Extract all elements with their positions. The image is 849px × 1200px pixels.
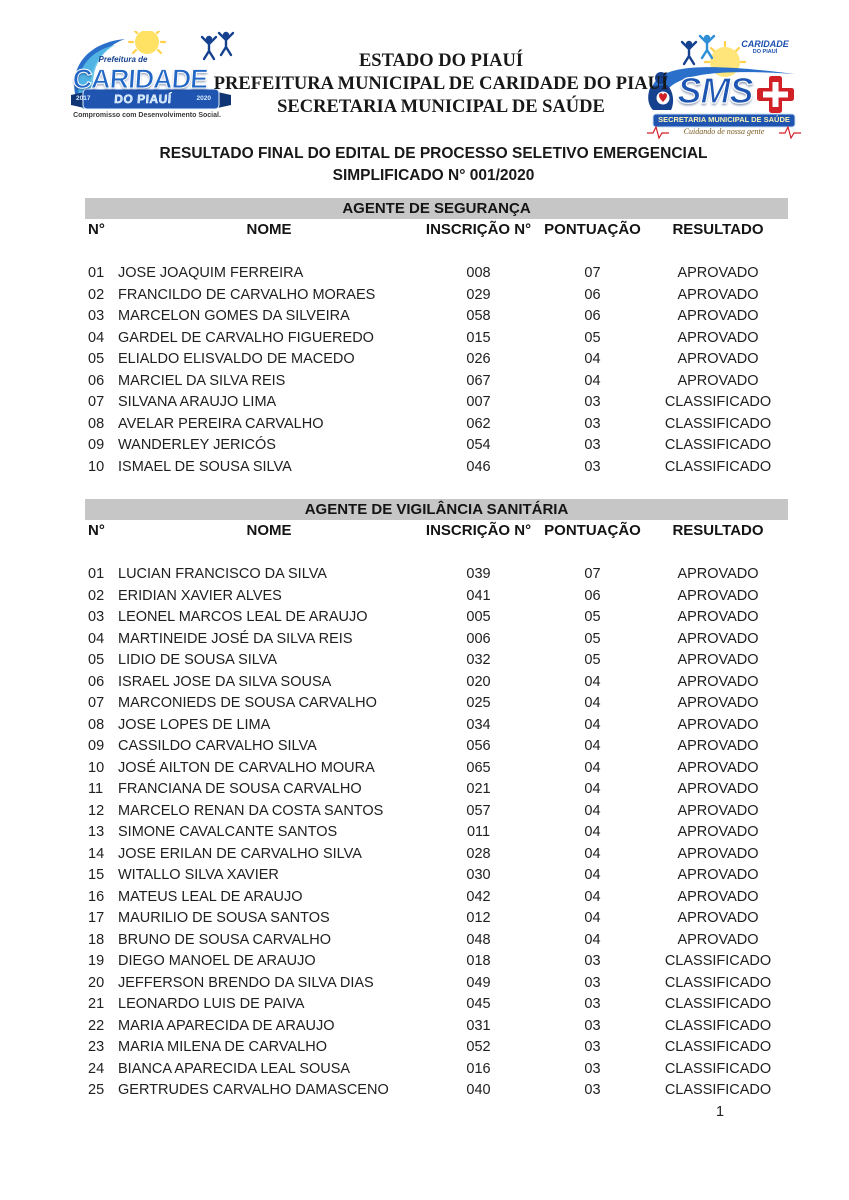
cell-inscricao: 058 — [466, 308, 491, 324]
cell-resultado: APROVADO — [677, 759, 759, 776]
cell-pontuacao: 03 — [584, 415, 601, 432]
cell-number: 08 — [88, 716, 105, 733]
column-header: PONTUAÇÃO — [544, 221, 641, 238]
cell-resultado: CLASSIFICADO — [664, 953, 772, 969]
cell-resultado: APROVADO — [677, 265, 759, 281]
cell-number: 17 — [88, 910, 105, 926]
table-row — [85, 349, 788, 371]
cell-name: JOSE LOPES DE LIMA — [118, 716, 271, 733]
cell-number: 23 — [88, 1039, 105, 1055]
left-logo-year-start: 2017 — [76, 95, 91, 102]
table-row — [85, 414, 788, 436]
cell-pontuacao: 04 — [584, 673, 601, 690]
cell-number: 18 — [88, 931, 105, 948]
right-logo-acronym: SMS — [677, 70, 753, 111]
cell-number: 16 — [88, 888, 105, 905]
table-row — [85, 973, 788, 995]
cell-inscricao: 021 — [466, 781, 491, 797]
cell-name: LIDIO DE SOUSA SILVA — [118, 652, 278, 668]
cell-pontuacao: 06 — [584, 308, 601, 324]
table-row — [85, 457, 788, 479]
cell-inscricao: 032 — [466, 652, 491, 668]
cell-name: MARCELON GOMES DA SILVEIRA — [118, 308, 350, 324]
document-title — [18, 143, 849, 187]
cell-name: LUCIAN FRANCISCO DA SILVA — [118, 566, 327, 582]
table-row — [85, 285, 788, 307]
letterhead-title — [33, 50, 849, 119]
cell-inscricao: 065 — [466, 759, 491, 776]
table-row — [85, 736, 788, 758]
cell-number: 06 — [88, 372, 105, 389]
right-logo-tagline: Cuidando de nossa gente — [683, 127, 765, 136]
cell-name: ERIDIAN XAVIER ALVES — [118, 587, 282, 604]
cell-resultado: APROVADO — [677, 695, 759, 711]
cell-pontuacao: 03 — [584, 394, 601, 410]
column-header: INSCRIÇÃO N° — [425, 221, 532, 238]
cell-pontuacao: 05 — [584, 609, 601, 625]
column-header: RESULTADO — [672, 522, 764, 539]
cell-resultado: APROVADO — [677, 673, 759, 690]
section-title-bar: AGENTE DE SEGURANÇA — [85, 198, 788, 219]
cell-inscricao: 034 — [466, 716, 491, 733]
cell-resultado: APROVADO — [677, 824, 759, 840]
cell-inscricao: 005 — [466, 609, 491, 625]
table-body — [85, 564, 788, 1102]
cell-number: 19 — [88, 953, 105, 969]
cell-name: JOSÉ AILTON DE CARVALHO MOURA — [118, 759, 375, 776]
cell-pontuacao: 04 — [584, 351, 601, 367]
cell-pontuacao: 03 — [584, 1082, 601, 1098]
cell-inscricao: 042 — [466, 888, 491, 905]
cell-number: 25 — [88, 1082, 105, 1098]
cell-number: 02 — [88, 286, 105, 303]
cell-pontuacao: 04 — [584, 802, 601, 819]
table-row — [85, 822, 788, 844]
cell-resultado: APROVADO — [677, 716, 759, 733]
cell-name: JOSE ERILAN DE CARVALHO SILVA — [118, 845, 362, 862]
cell-resultado: CLASSIFICADO — [664, 394, 772, 410]
cell-inscricao: 020 — [466, 673, 491, 690]
cell-resultado: APROVADO — [677, 652, 759, 668]
cell-inscricao: 062 — [466, 415, 491, 432]
cell-inscricao: 025 — [466, 695, 491, 711]
cell-pontuacao: 03 — [584, 1017, 601, 1034]
org-line-municipality: PREFEITURA MUNICIPAL DE CARIDADE DO PIAUÍ — [213, 74, 669, 94]
cell-pontuacao: 04 — [584, 931, 601, 948]
cell-number: 01 — [88, 566, 105, 582]
cell-number: 02 — [88, 587, 105, 604]
table-row — [85, 887, 788, 909]
cell-number: 03 — [88, 308, 105, 324]
cell-pontuacao: 05 — [584, 329, 601, 346]
cell-pontuacao: 03 — [584, 974, 601, 991]
cell-pontuacao: 04 — [584, 372, 601, 389]
left-logo-name: CARIDADE — [71, 64, 209, 94]
cell-resultado: APROVADO — [677, 587, 759, 604]
cell-resultado: APROVADO — [677, 781, 759, 797]
cell-resultado: CLASSIFICADO — [664, 1017, 772, 1034]
cell-pontuacao: 04 — [584, 695, 601, 711]
cell-resultado: APROVADO — [677, 372, 759, 389]
column-header: N° — [88, 522, 105, 539]
cell-inscricao: 026 — [466, 351, 491, 367]
cell-pontuacao: 04 — [584, 867, 601, 883]
cell-inscricao: 039 — [466, 566, 491, 582]
cell-inscricao: 008 — [466, 265, 491, 281]
table-row — [85, 758, 788, 780]
cell-inscricao: 028 — [466, 845, 491, 862]
cell-name: SILVANA ARAUJO LIMA — [118, 394, 277, 410]
document-title-line2: SIMPLIFICADO N° 001/2020 — [332, 167, 535, 184]
table-row — [85, 1037, 788, 1059]
column-header: PONTUAÇÃO — [544, 522, 641, 539]
cell-name: MARCIEL DA SILVA REIS — [118, 372, 286, 389]
cell-resultado: APROVADO — [677, 630, 759, 647]
column-header: N° — [88, 221, 105, 238]
cell-inscricao: 015 — [466, 329, 491, 346]
cell-name: ISMAEL DE SOUSA SILVA — [118, 458, 292, 475]
column-header: NOME — [246, 221, 292, 238]
table-row — [85, 263, 788, 285]
cell-resultado: APROVADO — [677, 351, 759, 367]
table-row — [85, 672, 788, 694]
table-row — [85, 328, 788, 350]
cell-inscricao: 031 — [466, 1017, 491, 1034]
cell-pontuacao: 03 — [584, 1060, 601, 1077]
cell-number: 03 — [88, 609, 105, 625]
cell-number: 04 — [88, 630, 105, 647]
cell-number: 09 — [88, 437, 105, 453]
cell-number: 06 — [88, 673, 105, 690]
cell-name: MARTINEIDE JOSÉ DA SILVA REIS — [118, 630, 353, 647]
cell-resultado: CLASSIFICADO — [664, 974, 772, 991]
cell-resultado: APROVADO — [677, 931, 759, 948]
cell-inscricao: 016 — [466, 1060, 491, 1077]
cell-inscricao: 018 — [466, 953, 491, 969]
cell-inscricao: 048 — [466, 931, 491, 948]
cell-pontuacao: 03 — [584, 996, 601, 1012]
cell-name: MATEUS LEAL DE ARAUJO — [118, 888, 303, 905]
cell-name: ISRAEL JOSE DA SILVA SOUSA — [118, 673, 332, 690]
cell-pontuacao: 04 — [584, 781, 601, 797]
left-logo-banner: DO PIAUÍ — [113, 92, 173, 106]
cell-name: BIANCA APARECIDA LEAL SOUSA — [118, 1060, 351, 1077]
cell-pontuacao: 04 — [584, 759, 601, 776]
cell-pontuacao: 05 — [584, 652, 601, 668]
cell-pontuacao: 03 — [584, 437, 601, 453]
table-row — [85, 930, 788, 952]
table-row — [85, 1080, 788, 1102]
section-title-bar: AGENTE DE VIGILÂNCIA SANITÁRIA — [85, 499, 788, 520]
left-logo-tagline: Compromisso com Desenvolvimento Social. — [73, 112, 221, 119]
cell-number: 05 — [88, 351, 105, 367]
cell-resultado: CLASSIFICADO — [664, 1039, 772, 1055]
cell-pontuacao: 04 — [584, 845, 601, 862]
table-header-row — [85, 520, 788, 542]
cell-inscricao: 067 — [466, 372, 491, 389]
cell-number: 09 — [88, 738, 105, 754]
cell-resultado: APROVADO — [677, 845, 759, 862]
cell-resultado: APROVADO — [677, 566, 759, 582]
table-body — [85, 263, 788, 478]
cell-number: 08 — [88, 415, 105, 432]
cell-name: WANDERLEY JERICÓS — [118, 437, 276, 453]
cell-resultado: APROVADO — [677, 609, 759, 625]
cell-inscricao: 040 — [466, 1082, 491, 1098]
org-line-state: ESTADO DO PIAUÍ — [358, 51, 524, 71]
cell-resultado: CLASSIFICADO — [664, 458, 772, 475]
result-section — [85, 499, 788, 1102]
cell-name: MARIA APARECIDA DE ARAUJO — [118, 1017, 335, 1034]
table-row — [85, 629, 788, 651]
cell-number: 21 — [88, 996, 105, 1012]
cell-inscricao: 056 — [466, 738, 491, 754]
cell-name: ELIALDO ELISVALDO DE MACEDO — [118, 351, 355, 367]
table-row — [85, 693, 788, 715]
table-row — [85, 801, 788, 823]
table-row — [85, 650, 788, 672]
cell-resultado: APROVADO — [677, 802, 759, 819]
cell-name: SIMONE CAVALCANTE SANTOS — [118, 824, 338, 840]
cell-name: WITALLO SILVA XAVIER — [118, 867, 279, 883]
cell-inscricao: 011 — [466, 824, 491, 840]
cell-name: JOSE JOAQUIM FERREIRA — [118, 265, 304, 281]
document-title-line1: RESULTADO FINAL DO EDITAL DE PROCESSO SELETIVO EMERGENCIAL — [159, 145, 708, 162]
org-line-secretariat: SECRETARIA MUNICIPAL DE SAÚDE — [277, 97, 605, 117]
cell-name: CASSILDO CARVALHO SILVA — [118, 738, 317, 754]
cell-pontuacao: 07 — [584, 566, 601, 582]
column-header: INSCRIÇÃO N° — [425, 522, 532, 539]
cell-name: MARCONIEDS DE SOUSA CARVALHO — [118, 695, 377, 711]
cell-number: 22 — [88, 1017, 105, 1034]
cell-pontuacao: 05 — [584, 630, 601, 647]
cell-number: 14 — [88, 845, 105, 862]
result-section — [85, 198, 788, 478]
cell-pontuacao: 03 — [584, 458, 601, 475]
table-row — [85, 1059, 788, 1081]
cell-pontuacao: 04 — [584, 910, 601, 926]
cell-inscricao: 007 — [466, 394, 491, 410]
cell-pontuacao: 07 — [584, 265, 601, 281]
cell-number: 07 — [88, 394, 105, 410]
cell-name: DIEGO MANOEL DE ARAUJO — [118, 953, 316, 969]
cell-resultado: APROVADO — [677, 286, 759, 303]
cell-name: MARIA MILENA DE CARVALHO — [118, 1039, 327, 1055]
table-header-row — [85, 219, 788, 241]
cell-name: MARCELO RENAN DA COSTA SANTOS — [118, 802, 384, 819]
cell-pontuacao: 06 — [584, 587, 601, 604]
cell-number: 11 — [88, 781, 104, 797]
table-row — [85, 392, 788, 414]
left-logo-year-end: 2020 — [196, 95, 211, 102]
table-row — [85, 994, 788, 1016]
column-header: NOME — [246, 522, 292, 539]
cell-name: LEONARDO LUIS DE PAIVA — [118, 996, 305, 1012]
table-row — [85, 586, 788, 608]
cell-name: MAURILIO DE SOUSA SANTOS — [118, 910, 330, 926]
column-header: RESULTADO — [672, 221, 764, 238]
cell-name: JEFFERSON BRENDO DA SILVA DIAS — [118, 974, 374, 991]
cell-resultado: CLASSIFICADO — [664, 996, 772, 1012]
cell-inscricao: 045 — [466, 996, 491, 1012]
cell-name: FRANCIANA DE SOUSA CARVALHO — [118, 781, 362, 797]
cell-number: 15 — [88, 867, 105, 883]
sections-container — [85, 198, 788, 1102]
cell-resultado: APROVADO — [677, 738, 759, 754]
cell-number: 04 — [88, 329, 105, 346]
cell-pontuacao: 03 — [584, 953, 601, 969]
right-logo-corner-name: CARIDADE — [741, 39, 789, 49]
cell-number: 01 — [88, 265, 105, 281]
cell-number: 24 — [88, 1060, 105, 1077]
cell-name: LEONEL MARCOS LEAL DE ARAUJO — [118, 609, 368, 625]
cell-resultado: APROVADO — [677, 308, 759, 324]
cell-number: 20 — [88, 974, 105, 991]
cell-resultado: CLASSIFICADO — [664, 415, 772, 432]
right-logo-banner: SECRETARIA MUNICIPAL DE SAÚDE — [658, 115, 790, 124]
cell-name: AVELAR PEREIRA CARVALHO — [118, 415, 324, 432]
table-row — [85, 435, 788, 457]
table-row — [85, 779, 788, 801]
cell-inscricao: 030 — [466, 867, 491, 883]
cell-pontuacao: 04 — [584, 824, 601, 840]
left-logo-prefix: Prefeitura de — [98, 55, 148, 64]
table-row — [85, 371, 788, 393]
cell-name: FRANCILDO DE CARVALHO MORAES — [118, 286, 376, 303]
cell-inscricao: 012 — [466, 910, 491, 926]
page-number: 1 — [716, 1104, 725, 1120]
cell-number: 10 — [88, 759, 105, 776]
cell-number: 07 — [88, 695, 105, 711]
table-row — [85, 908, 788, 930]
table-row — [85, 1016, 788, 1038]
table-row — [85, 951, 788, 973]
cell-resultado: APROVADO — [677, 888, 759, 905]
cell-number: 10 — [88, 458, 105, 475]
cell-pontuacao: 03 — [584, 1039, 601, 1055]
cell-pontuacao: 04 — [584, 716, 601, 733]
cell-name: GERTRUDES CARVALHO DAMASCENO — [118, 1082, 389, 1098]
cell-pontuacao: 04 — [584, 738, 601, 754]
cell-resultado: APROVADO — [677, 910, 759, 926]
table-row — [85, 715, 788, 737]
cell-pontuacao: 06 — [584, 286, 601, 303]
cell-inscricao: 041 — [466, 587, 491, 604]
table-row — [85, 607, 788, 629]
cell-number: 05 — [88, 652, 105, 668]
cell-name: GARDEL DE CARVALHO FIGUEREDO — [118, 329, 374, 346]
cell-resultado: APROVADO — [677, 867, 759, 883]
cell-inscricao: 046 — [466, 458, 491, 475]
cell-number: 12 — [88, 802, 105, 819]
cell-inscricao: 006 — [466, 630, 491, 647]
cell-inscricao: 052 — [466, 1039, 491, 1055]
cell-inscricao: 029 — [466, 286, 491, 303]
table-row — [85, 865, 788, 887]
cell-resultado: APROVADO — [677, 329, 759, 346]
cell-pontuacao: 04 — [584, 888, 601, 905]
cell-number: 13 — [88, 824, 105, 840]
cell-resultado: CLASSIFICADO — [664, 1082, 772, 1098]
cell-inscricao: 049 — [466, 974, 491, 991]
table-row — [85, 564, 788, 586]
cell-name: BRUNO DE SOUSA CARVALHO — [118, 931, 331, 948]
cell-resultado: CLASSIFICADO — [664, 1060, 772, 1077]
right-logo-corner-sub: DO PIAUÍ — [752, 49, 778, 55]
cell-resultado: CLASSIFICADO — [664, 437, 772, 453]
table-row — [85, 306, 788, 328]
cell-inscricao: 054 — [466, 437, 491, 453]
table-row — [85, 844, 788, 866]
cell-inscricao: 057 — [466, 802, 491, 819]
